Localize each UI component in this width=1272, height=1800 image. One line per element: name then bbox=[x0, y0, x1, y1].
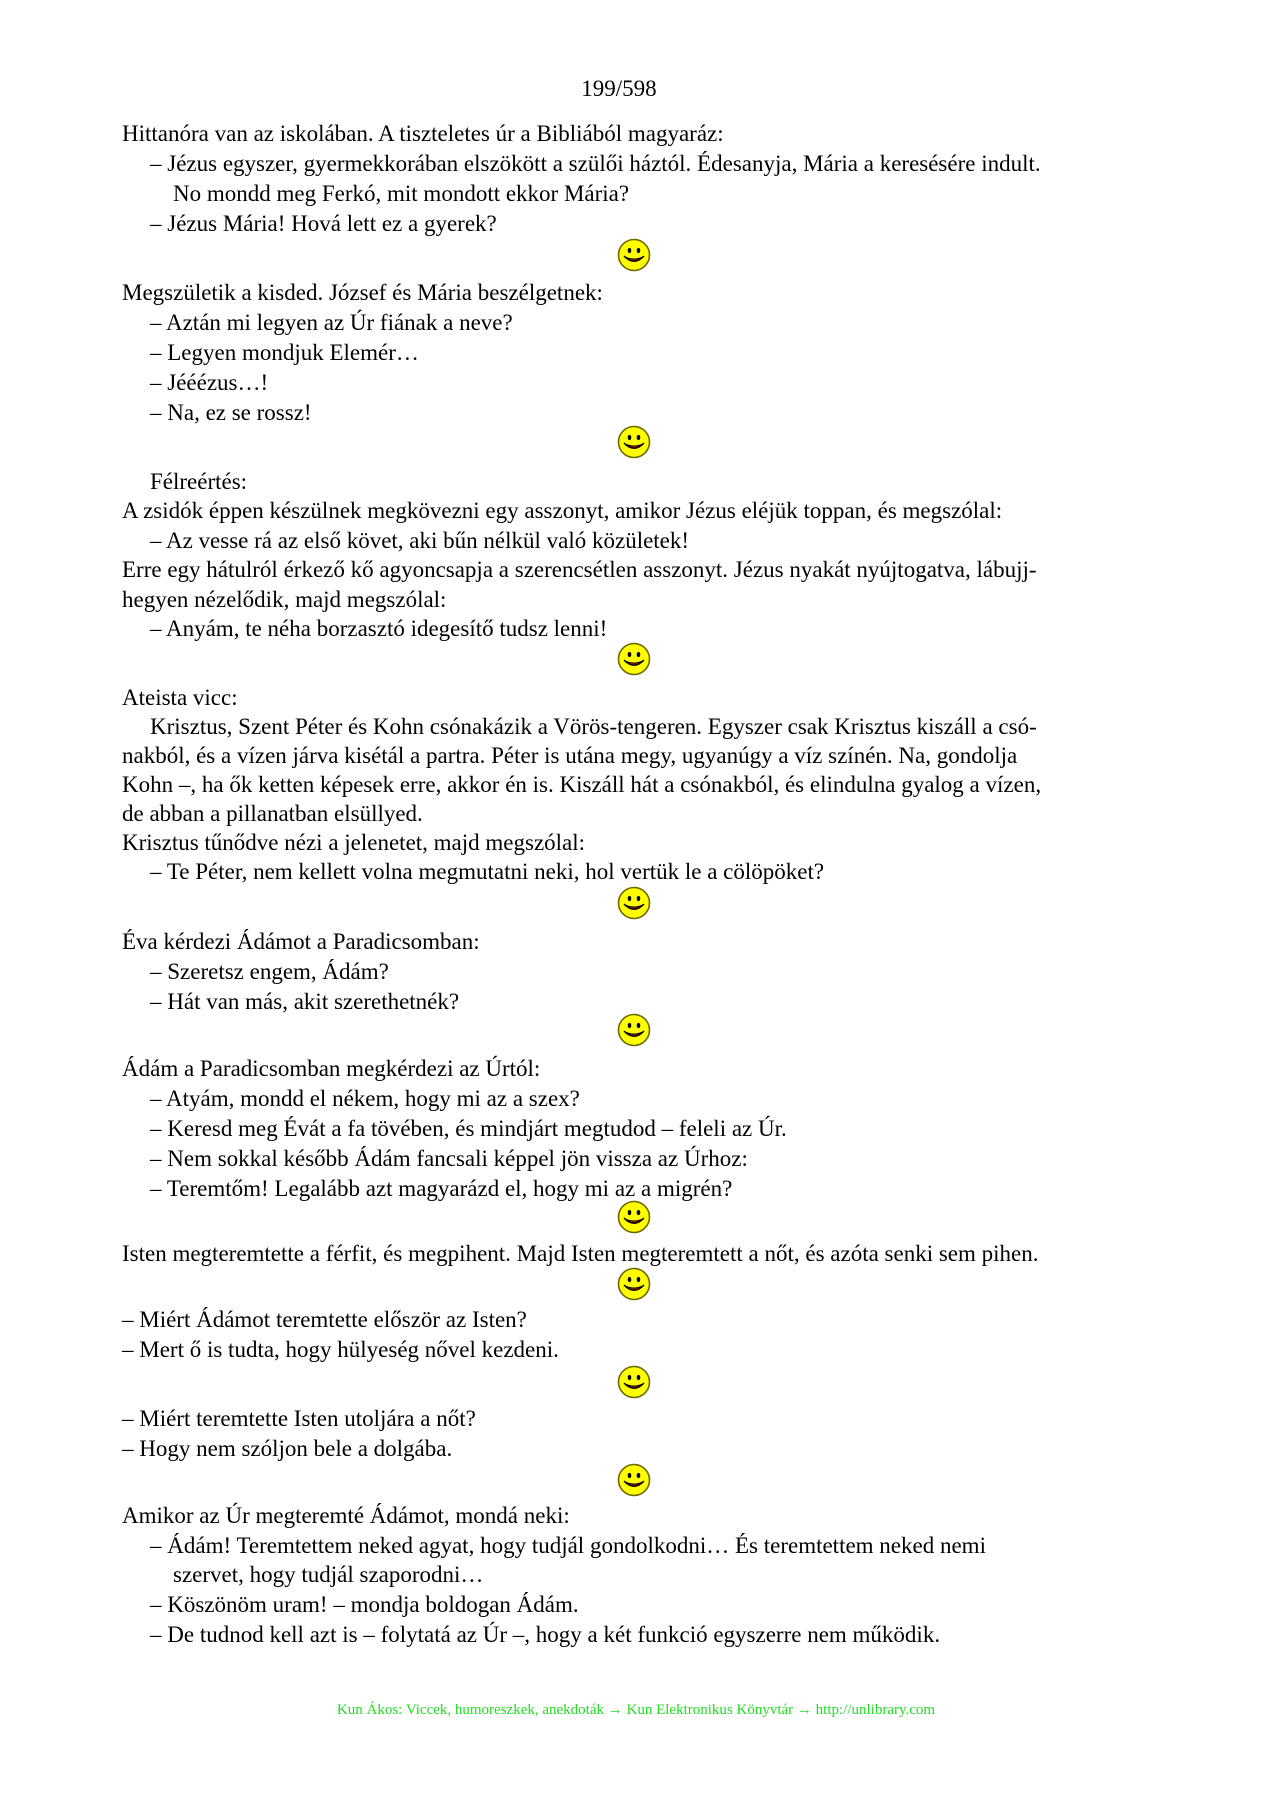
smiley-face-icon bbox=[617, 238, 651, 272]
text-line: Megszületik a kisded. József és Mária beszélgetnek: bbox=[122, 280, 603, 305]
text-line: – Mert ő is tudta, hogy hülyeség nővel kezdeni. bbox=[122, 1337, 559, 1362]
text-line: – Jézus egyszer, gyermekkorában elszökött a szülői háztól. Édesanyja, Mária a keresésére indult. bbox=[150, 151, 1041, 176]
text-line: – Hát van más, akit szerethetnék? bbox=[150, 989, 460, 1014]
text-line: Isten megteremtette a férfit, és megpihent. Majd Isten megteremtett a nőt, és azóta senki sem pihen. bbox=[122, 1241, 1039, 1266]
smiley-face-icon bbox=[617, 425, 651, 459]
text-line: – Jézus Mária! Hová lett ez a gyerek? bbox=[150, 211, 497, 236]
text-line: Ateista vicc: bbox=[122, 685, 238, 710]
text-line: – De tudnod kell azt is – folytatá az Úr –, hogy a két funkció egyszerre nem működik. bbox=[150, 1622, 941, 1647]
text-line: – Ádám! Teremtettem neked agyat, hogy tudjál gondolkodni… És teremtettem neked nemi bbox=[150, 1533, 986, 1558]
text-line: – Keresd meg Évát a fa tövében, és mindjárt megtudod – feleli az Úr. bbox=[150, 1116, 787, 1141]
text-line: Erre egy hátulról érkező kő agyoncsapja a szerencsétlen asszonyt. Jézus nyakát nyújtogatva, lábujj- bbox=[122, 557, 1037, 582]
text-line: Krisztus, Szent Péter és Kohn csónakázik a Vörös-tengeren. Egyszer csak Krisztus kiszáll a csó- bbox=[150, 714, 1037, 739]
text-line: – Teremtőm! Legalább azt magyarázd el, hogy mi az a migrén? bbox=[150, 1176, 733, 1201]
text-line: Kohn –, ha ők ketten képesek erre, akkor én is. Kiszáll hát a csónakból, és elindulna gyalog a vízen, bbox=[122, 772, 1042, 797]
text-line: – Az vesse rá az első követ, aki bűn nélkül való közületek! bbox=[150, 528, 690, 553]
text-line: – Na, ez se rossz! bbox=[150, 400, 312, 425]
text-line: – Anyám, te néha borzasztó idegesítő tudsz lenni! bbox=[150, 616, 608, 641]
text-line: – Te Péter, nem kellett volna megmutatni neki, hol vertük le a cölöpöket? bbox=[150, 859, 825, 884]
text-line: – Nem sokkal később Ádám fancsali képpel jön vissza az Úrhoz: bbox=[150, 1146, 748, 1171]
text-line: de abban a pillanatban elsüllyed. bbox=[122, 801, 423, 826]
page-number: 199/598 bbox=[581, 76, 657, 101]
text-line: Ádám a Paradicsomban megkérdezi az Úrtól: bbox=[122, 1056, 541, 1081]
text-line: – Aztán mi legyen az Úr fiának a neve? bbox=[150, 310, 513, 335]
smiley-face-icon bbox=[617, 1200, 651, 1234]
text-line: – Szeretsz engem, Ádám? bbox=[150, 959, 389, 984]
text-line: A zsidók éppen készülnek megkövezni egy asszonyt, amikor Jézus eléjük toppan, és megszólal: bbox=[122, 498, 1003, 523]
text-line: szervet, hogy tudjál szaporodni… bbox=[173, 1562, 484, 1587]
smiley-face-icon bbox=[617, 1463, 651, 1497]
text-line: nakból, és a vízen járva kisétál a partra. Péter is utána megy, ugyanúgy a víz színén. Na, gondolja bbox=[122, 743, 1018, 768]
smiley-face-icon bbox=[617, 886, 651, 920]
text-line: – Hogy nem szóljon bele a dolgába. bbox=[122, 1436, 453, 1461]
text-line: hegyen nézelődik, majd megszólal: bbox=[122, 587, 447, 612]
text-line: Krisztus tűnődve nézi a jelenetet, majd megszólal: bbox=[122, 830, 586, 855]
text-line: – Atyám, mondd el nékem, hogy mi az a szex? bbox=[150, 1086, 580, 1111]
footer-link[interactable]: Kun Ákos: Viccek, humoreszkek, anekdoták → Kun Elektronikus Könyvtár → http://unlibrary.com bbox=[336, 1702, 936, 1718]
text-line: – Köszönöm uram! – mondja boldogan Ádám. bbox=[150, 1592, 579, 1617]
smiley-face-icon bbox=[617, 642, 651, 676]
text-line: Félreértés: bbox=[150, 469, 248, 494]
text-line: No mondd meg Ferkó, mit mondott ekkor Mária? bbox=[173, 181, 630, 206]
text-line: Amikor az Úr megteremté Ádámot, mondá neki: bbox=[122, 1503, 570, 1528]
text-line: Hittanóra van az iskolában. A tiszteletes úr a Bibliából magyaráz: bbox=[122, 121, 724, 146]
text-line: – Jééézus…! bbox=[150, 370, 269, 395]
text-line: Éva kérdezi Ádámot a Paradicsomban: bbox=[122, 929, 480, 954]
smiley-face-icon bbox=[617, 1267, 651, 1301]
text-line: – Miért teremtette Isten utoljára a nőt? bbox=[122, 1406, 476, 1431]
text-line: – Miért Ádámot teremtette először az Isten? bbox=[122, 1307, 527, 1332]
text-line: – Legyen mondjuk Elemér… bbox=[150, 340, 419, 365]
smiley-face-icon bbox=[617, 1013, 651, 1047]
smiley-face-icon bbox=[617, 1365, 651, 1399]
